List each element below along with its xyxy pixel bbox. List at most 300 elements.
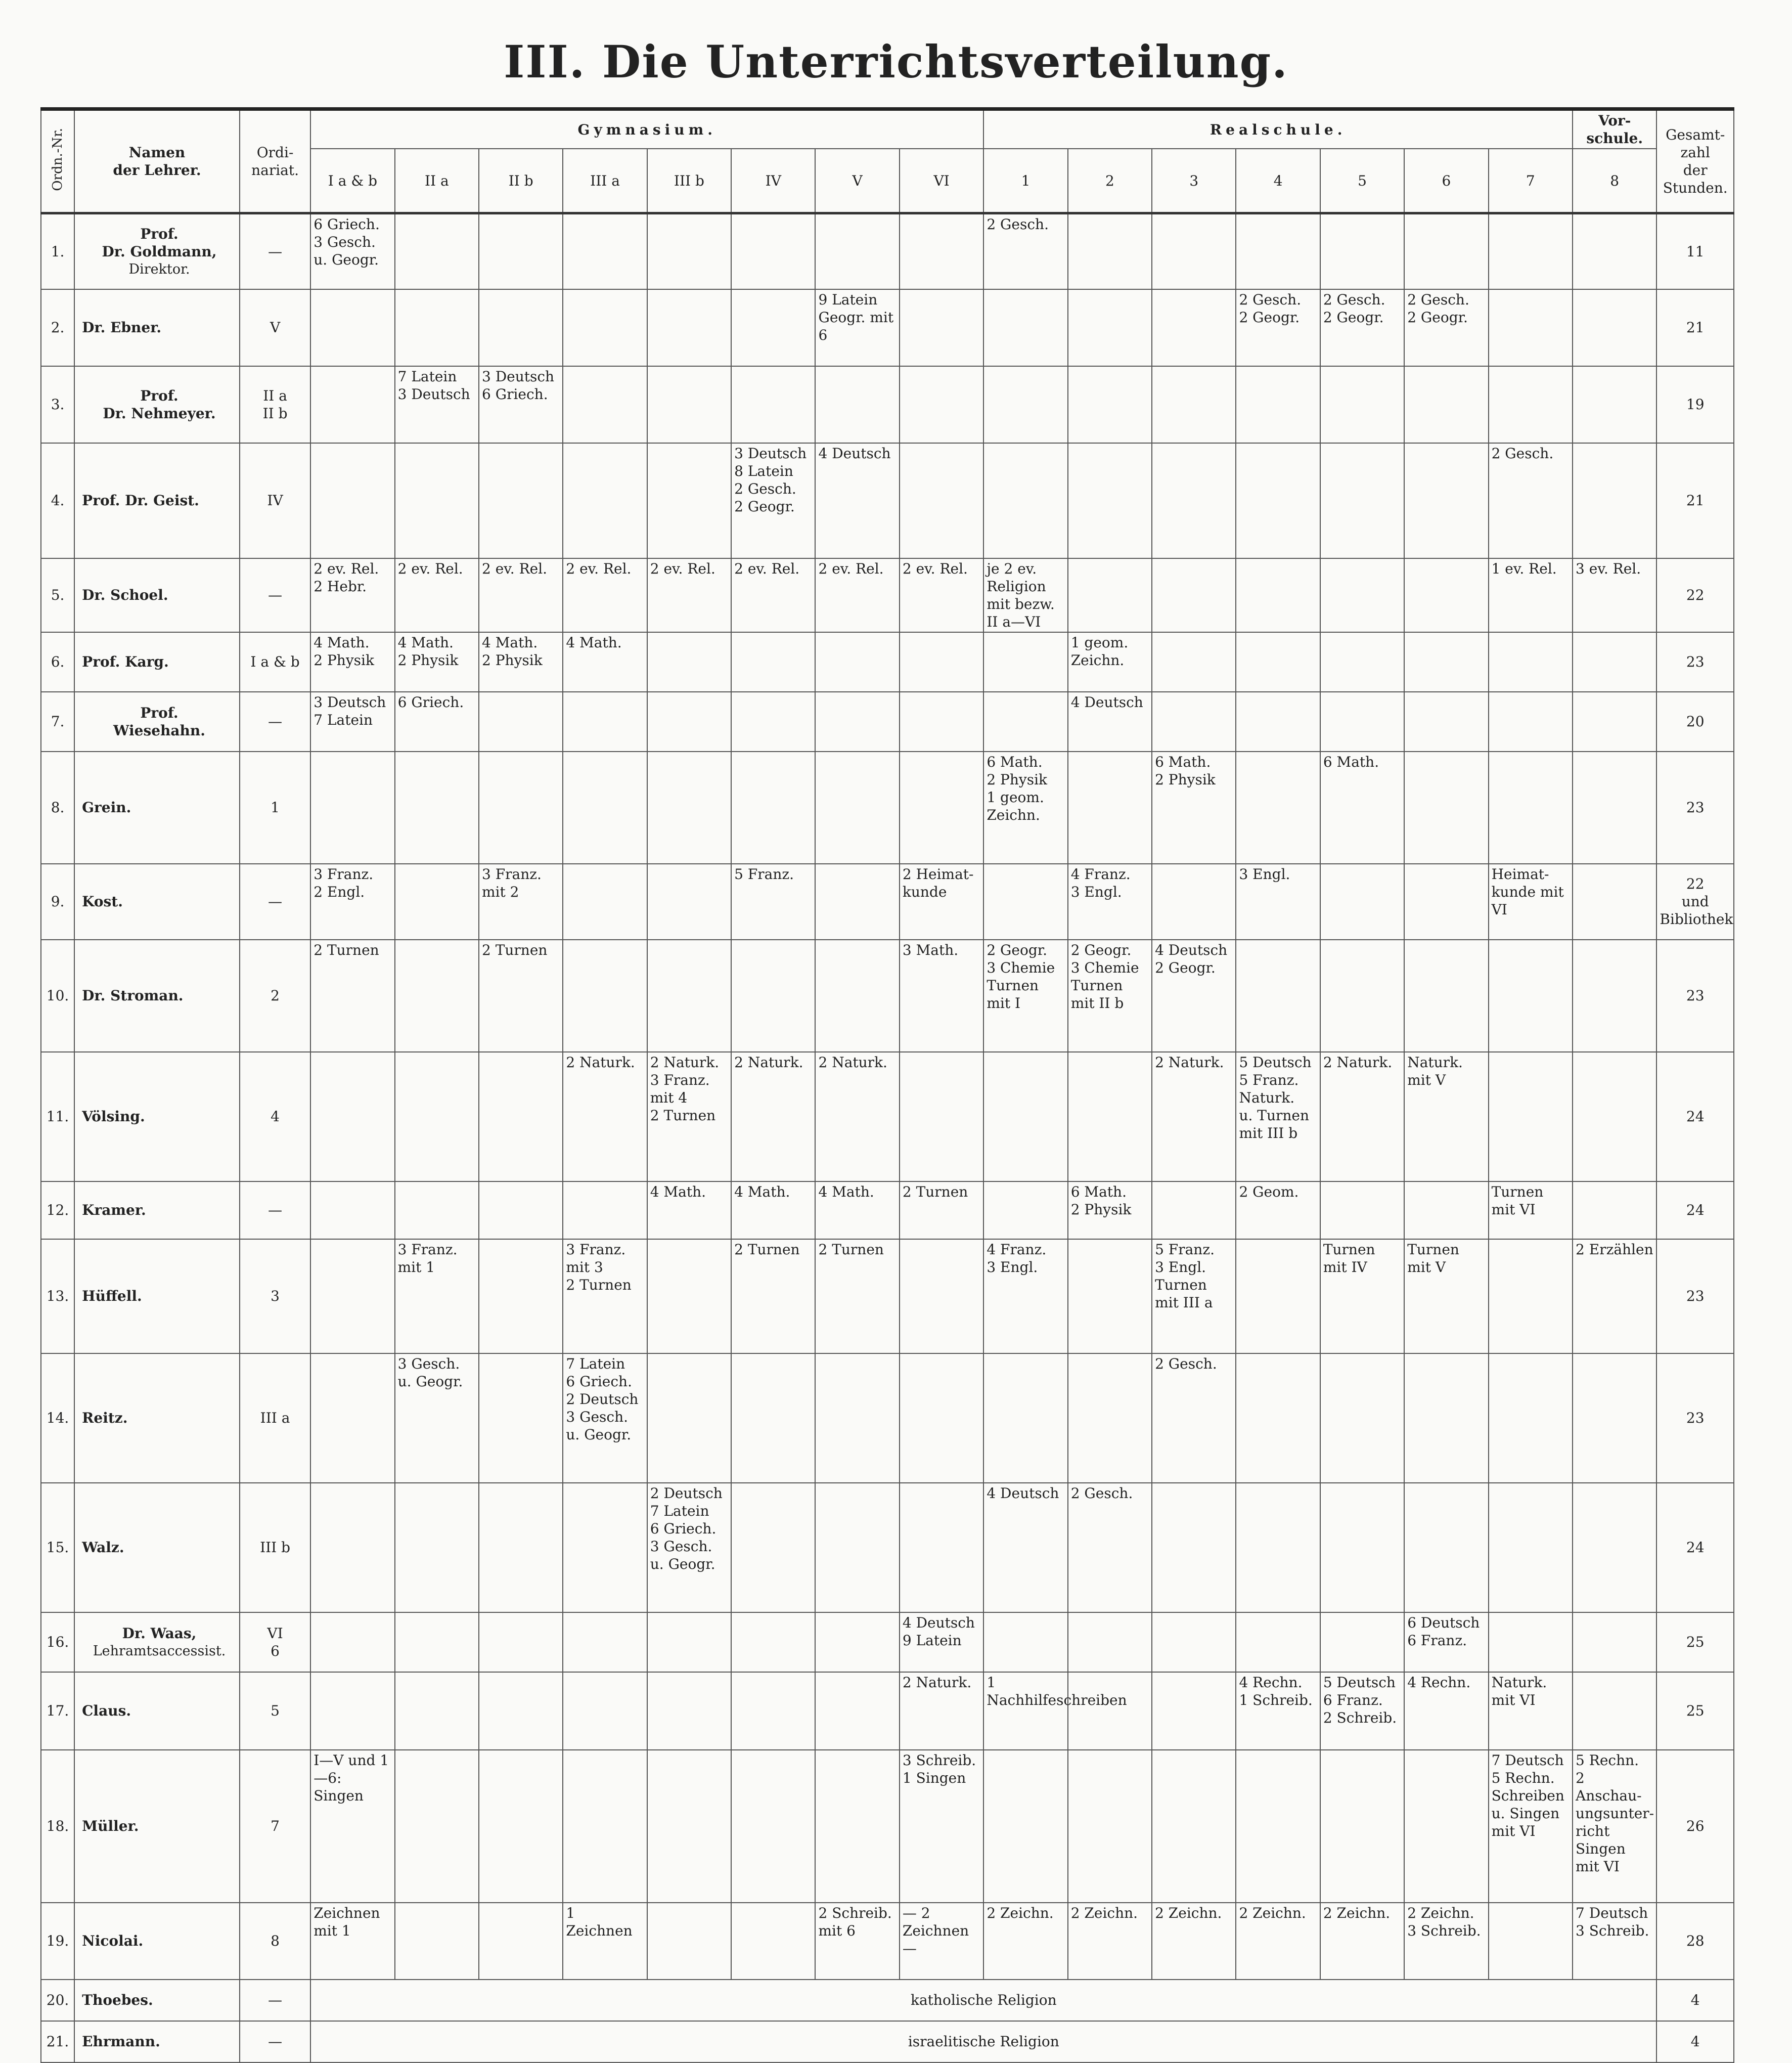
row-number: 19.	[41, 1903, 74, 1980]
teacher-name-text: Hüffell.	[82, 1288, 142, 1304]
teacher-name-text: Dr. Ebner.	[82, 319, 162, 336]
row-number: 15.	[41, 1483, 74, 1612]
lesson-cell	[563, 289, 647, 366]
lesson-cell	[1068, 213, 1152, 289]
header-class-gym-4: III a	[563, 149, 647, 213]
lesson-cell	[731, 940, 815, 1052]
total-hours-cell: 19	[1656, 366, 1734, 443]
table-row	[41, 2021, 1734, 2062]
lesson-cell: 2 Turnen	[731, 1239, 815, 1353]
lesson-cell	[1489, 1353, 1573, 1483]
teacher-name-text: Walz.	[82, 1539, 124, 1556]
lesson-cell	[983, 443, 1067, 558]
lesson-cell	[563, 1483, 647, 1612]
lesson-cell	[395, 940, 479, 1052]
row-number: 2.	[41, 289, 74, 366]
lesson-cell	[1404, 1483, 1488, 1612]
lesson-cell	[563, 366, 647, 443]
teacher-name-text: Prof. Dr. Nehmeyer.	[103, 387, 216, 422]
header-teacher-names: Namen der Lehrer.	[74, 109, 240, 213]
lesson-cell	[1236, 443, 1320, 558]
header-class-vor-1: 8	[1573, 149, 1656, 213]
lesson-cell: 4 Deutsch	[815, 443, 899, 558]
lesson-cell	[983, 1353, 1067, 1483]
lesson-cell	[1573, 1612, 1656, 1672]
lesson-cell	[983, 289, 1067, 366]
lesson-cell: 2 Naturk. 3 Franz. mit 4 2 Turnen	[647, 1052, 731, 1181]
lesson-cell	[1236, 1239, 1320, 1353]
lesson-cell	[647, 940, 731, 1052]
lesson-cell	[1068, 558, 1152, 632]
lesson-cell	[1068, 289, 1152, 366]
lesson-cell	[647, 1750, 731, 1903]
lesson-cell	[731, 1672, 815, 1750]
lesson-cell	[563, 940, 647, 1052]
ordinariat-cell: —	[240, 558, 310, 632]
lesson-cell: 3 Engl.	[1236, 864, 1320, 940]
ordinariat-cell: —	[240, 1980, 310, 2021]
total-hours-cell: 21	[1656, 289, 1734, 366]
header-total-hours: Gesamt- zahl der Stunden.	[1656, 109, 1734, 213]
total-hours-cell: 23	[1656, 752, 1734, 864]
lesson-cell	[1236, 1612, 1320, 1672]
lesson-cell	[1489, 213, 1573, 289]
ordinariat-cell: 3	[240, 1239, 310, 1353]
lesson-cell	[1573, 864, 1656, 940]
lesson-cell	[1573, 443, 1656, 558]
lesson-cell	[983, 692, 1067, 752]
lesson-cell: Turnen mit IV	[1320, 1239, 1404, 1353]
lesson-cell: 2 Zeichn.	[1320, 1903, 1404, 1980]
lesson-cell: 2 Zeichn. 3 Schreib.	[1404, 1903, 1488, 1980]
row-number: 1.	[41, 213, 74, 289]
lesson-cell	[1573, 1672, 1656, 1750]
lesson-cell	[815, 366, 899, 443]
lesson-cell	[731, 289, 815, 366]
header-class-gym-7: V	[815, 149, 899, 213]
total-hours-cell: 24	[1656, 1052, 1734, 1181]
lesson-cell: 2 Turnen	[900, 1181, 983, 1239]
lesson-cell: 2 Heimat- kunde	[900, 864, 983, 940]
ordinariat-cell: —	[240, 213, 310, 289]
lesson-cell	[1320, 558, 1404, 632]
lesson-cell	[1573, 1052, 1656, 1181]
teacher-name	[74, 1239, 240, 1353]
teacher-name	[74, 1980, 240, 2021]
row-number: 10.	[41, 940, 74, 1052]
lesson-cell: 2 Naturk.	[1320, 1052, 1404, 1181]
ordinariat-cell: 1	[240, 752, 310, 864]
teacher-name	[74, 1672, 240, 1750]
ordinariat-cell: III b	[240, 1483, 310, 1612]
lesson-cell	[1404, 558, 1488, 632]
teacher-title: Direktor.	[128, 261, 190, 277]
lesson-cell: 2 ev. Rel. 2 Hebr.	[310, 558, 394, 632]
lesson-cell	[1489, 1903, 1573, 1980]
header-class-real-6: 6	[1404, 149, 1488, 213]
lesson-cell	[1236, 213, 1320, 289]
lesson-cell	[647, 864, 731, 940]
teacher-name-text: Dr. Schoel.	[82, 587, 168, 603]
lesson-cell: 4 Math.	[647, 1181, 731, 1239]
lesson-cell: 4 Deutsch 9 Latein	[900, 1612, 983, 1672]
table-row	[41, 1612, 1734, 1672]
lesson-cell	[900, 213, 983, 289]
lesson-cell: 2 Zeichn.	[1236, 1903, 1320, 1980]
table-row	[41, 1750, 1734, 1903]
lesson-cell	[1320, 1483, 1404, 1612]
table-row	[41, 1903, 1734, 1980]
lesson-cell	[647, 213, 731, 289]
lesson-cell	[1320, 213, 1404, 289]
row-number: 6.	[41, 632, 74, 692]
table-row	[41, 558, 1734, 632]
lesson-cell: 4 Math.	[815, 1181, 899, 1239]
lesson-cell	[479, 1903, 563, 1980]
lesson-cell: 3 ev. Rel.	[1573, 558, 1656, 632]
row-number: 11.	[41, 1052, 74, 1181]
header-class-real-4: 4	[1236, 149, 1320, 213]
lesson-cell	[563, 1612, 647, 1672]
row-number: 12.	[41, 1181, 74, 1239]
lesson-cell	[731, 366, 815, 443]
lesson-cell: 6 Math.	[1320, 752, 1404, 864]
lesson-cell	[1489, 632, 1573, 692]
lesson-cell	[1489, 1052, 1573, 1181]
lesson-cell: 2 Naturk.	[900, 1672, 983, 1750]
table-row	[41, 632, 1734, 692]
lesson-cell: 4 Deutsch	[1068, 692, 1152, 752]
lesson-cell	[563, 864, 647, 940]
lesson-cell	[1489, 1612, 1573, 1672]
lesson-cell: 3 Deutsch 7 Latein	[310, 692, 394, 752]
row-number: 14.	[41, 1353, 74, 1483]
header-class-gym-8: VI	[900, 149, 983, 213]
lesson-cell: 2 Schreib. mit 6	[815, 1903, 899, 1980]
ordinariat-cell: 2	[240, 940, 310, 1052]
lesson-cell: je 2 ev. Religion mit bezw. II a—VI	[983, 558, 1067, 632]
lesson-cell: 6 Griech.	[395, 692, 479, 752]
lesson-cell	[1236, 366, 1320, 443]
total-hours-cell: 21	[1656, 443, 1734, 558]
lesson-cell: 2 ev. Rel.	[395, 558, 479, 632]
lesson-cell	[647, 1612, 731, 1672]
teacher-name	[74, 1903, 240, 1980]
teacher-name-text: Kost.	[82, 893, 123, 910]
lesson-cell: 2 Geogr. 3 Chemie Turnen mit II b	[1068, 940, 1152, 1052]
teacher-name-text: Thoebes.	[82, 1992, 153, 2008]
lesson-cell	[1068, 366, 1152, 443]
table-row	[41, 864, 1734, 940]
lesson-cell: 1 Nachhilfeschreiben	[983, 1672, 1067, 1750]
header-class-real-2: 2	[1068, 149, 1152, 213]
total-hours-cell: 22 und Bibliothek	[1656, 864, 1734, 940]
teacher-name	[74, 289, 240, 366]
total-hours-cell: 4	[1656, 1980, 1734, 2021]
lesson-cell: 4 Math.	[563, 632, 647, 692]
lesson-cell: 2 Naturk.	[815, 1052, 899, 1181]
lesson-cell	[731, 1903, 815, 1980]
teacher-name-text: Grein.	[82, 799, 131, 816]
ordinariat-cell: —	[240, 1181, 310, 1239]
teacher-name-text: Ehrmann.	[82, 2033, 160, 2050]
lesson-cell	[563, 443, 647, 558]
lesson-cell	[900, 752, 983, 864]
lesson-cell	[647, 1672, 731, 1750]
teacher-title: Lehramtsaccessist.	[93, 1643, 226, 1659]
lesson-cell: 5 Deutsch 6 Franz. 2 Schreib.	[1320, 1672, 1404, 1750]
lesson-cell: 7 Deutsch 5 Rechn. Schreiben u. Singen mit VI	[1489, 1750, 1573, 1903]
teacher-name	[74, 1181, 240, 1239]
teacher-name-text: Reitz.	[82, 1410, 128, 1426]
lesson-cell: 1 ev. Rel.	[1489, 558, 1573, 632]
teacher-name	[74, 752, 240, 864]
lesson-cell	[983, 1750, 1067, 1903]
lesson-cell: 2 Zeichn.	[1152, 1903, 1236, 1980]
lesson-cell	[1404, 752, 1488, 864]
lesson-cell: 2 Naturk.	[563, 1052, 647, 1181]
lesson-cell	[1068, 443, 1152, 558]
header-ord-nr: Ordn.-Nr.	[41, 109, 74, 213]
lesson-cell	[1236, 1353, 1320, 1483]
lesson-cell	[1236, 1750, 1320, 1903]
lesson-cell: 2 Geom.	[1236, 1181, 1320, 1239]
ordinariat-cell: IV	[240, 443, 310, 558]
lesson-cell	[731, 752, 815, 864]
lesson-cell	[1320, 366, 1404, 443]
lesson-cell: 3 Franz. mit 2	[479, 864, 563, 940]
lesson-cell: 2 Gesch.	[1489, 443, 1573, 558]
ordinariat-cell: III a	[240, 1353, 310, 1483]
lesson-cell	[1573, 632, 1656, 692]
header-class-gym-2: II a	[395, 149, 479, 213]
ordinariat-cell: —	[240, 692, 310, 752]
lesson-cell	[731, 1483, 815, 1612]
lesson-cell	[310, 1052, 394, 1181]
lesson-cell	[1320, 1353, 1404, 1483]
lesson-cell: 3 Schreib. 1 Singen	[900, 1750, 983, 1903]
lesson-cell	[1489, 1239, 1573, 1353]
lesson-cell	[1573, 692, 1656, 752]
lesson-cell: Naturk. mit VI	[1489, 1672, 1573, 1750]
lesson-cell	[1320, 1750, 1404, 1903]
lesson-cell: Naturk. mit V	[1404, 1052, 1488, 1181]
row-number: 16.	[41, 1612, 74, 1672]
lesson-cell	[310, 1239, 394, 1353]
lesson-cell: 2 Turnen	[815, 1239, 899, 1353]
total-hours-cell: 23	[1656, 632, 1734, 692]
header-ordinariat: Ordi- nariat.	[240, 109, 310, 213]
table-row	[41, 366, 1734, 443]
lesson-cell	[1152, 632, 1236, 692]
lesson-cell: 6 Math. 2 Physik 1 geom. Zeichn.	[983, 752, 1067, 864]
row-number: 13.	[41, 1239, 74, 1353]
lesson-cell	[1068, 1672, 1152, 1750]
total-hours-cell: 20	[1656, 692, 1734, 752]
lesson-cell	[1404, 1353, 1488, 1483]
lesson-cell	[647, 1903, 731, 1980]
ordinariat-cell: II a II b	[240, 366, 310, 443]
lesson-cell	[479, 1612, 563, 1672]
ordinariat-cell: —	[240, 2021, 310, 2062]
total-hours-cell: 23	[1656, 1353, 1734, 1483]
teacher-name	[74, 864, 240, 940]
ordinariat-cell: 8	[240, 1903, 310, 1980]
lesson-cell	[310, 1612, 394, 1672]
lesson-cell	[815, 752, 899, 864]
lesson-cell: 2 Gesch.	[983, 213, 1067, 289]
lesson-cell: 6 Math. 2 Physik	[1152, 752, 1236, 864]
teacher-name-text: Dr. Waas,	[122, 1625, 197, 1642]
lesson-cell	[563, 752, 647, 864]
lesson-cell	[1404, 443, 1488, 558]
teacher-name	[74, 1052, 240, 1181]
lesson-cell: 2 ev. Rel.	[479, 558, 563, 632]
lesson-cell: 3 Franz. mit 1	[395, 1239, 479, 1353]
lesson-cell	[900, 1483, 983, 1612]
lesson-cell	[815, 213, 899, 289]
teacher-name-text: Nicolai.	[82, 1933, 144, 1949]
lesson-cell: 4 Franz. 3 Engl.	[1068, 864, 1152, 940]
lesson-cell: Turnen mit V	[1404, 1239, 1488, 1353]
lesson-cell	[900, 1239, 983, 1353]
lesson-cell	[1573, 752, 1656, 864]
teacher-name-text: Prof. Dr. Goldmann,	[102, 225, 217, 260]
lesson-cell	[647, 443, 731, 558]
lesson-cell	[563, 692, 647, 752]
lesson-cell	[1320, 443, 1404, 558]
lesson-cell	[1489, 1483, 1573, 1612]
lesson-cell	[900, 692, 983, 752]
lesson-cell	[731, 1353, 815, 1483]
header-class-gym-1: I a & b	[310, 149, 394, 213]
lesson-cell: 3 Deutsch 8 Latein 2 Gesch. 2 Geogr.	[731, 443, 815, 558]
table-row	[41, 1052, 1734, 1181]
teacher-name-text: Völsing.	[82, 1108, 145, 1125]
lesson-cell	[900, 1353, 983, 1483]
lesson-cell: 2 Naturk.	[731, 1052, 815, 1181]
lesson-cell: 2 Zeichn.	[983, 1903, 1067, 1980]
lesson-cell	[647, 366, 731, 443]
ordinariat-cell: 5	[240, 1672, 310, 1750]
lesson-cell	[395, 289, 479, 366]
lesson-cell: 2 Erzählen	[1573, 1239, 1656, 1353]
lesson-cell	[1152, 289, 1236, 366]
lesson-cell: 5 Deutsch 5 Franz. Naturk. u. Turnen mit III b	[1236, 1052, 1320, 1181]
teacher-name-text: Kramer.	[82, 1202, 146, 1218]
lesson-cell	[310, 1672, 394, 1750]
lesson-cell	[1068, 1750, 1152, 1903]
lesson-cell: 7 Deutsch 3 Schreib.	[1573, 1903, 1656, 1980]
lesson-cell	[1489, 752, 1573, 864]
lesson-cell	[1152, 1181, 1236, 1239]
lesson-cell	[395, 752, 479, 864]
lesson-cell: 2 ev. Rel.	[815, 558, 899, 632]
lesson-cell	[395, 213, 479, 289]
lesson-cell: 6 Deutsch 6 Franz.	[1404, 1612, 1488, 1672]
lesson-cell	[1152, 213, 1236, 289]
lesson-cell: 2 ev. Rel.	[900, 558, 983, 632]
lesson-cell: 4 Math.	[731, 1181, 815, 1239]
spanning-subject-cell: israelitische Religion	[310, 2021, 1656, 2062]
lesson-cell	[647, 1353, 731, 1483]
teacher-name	[74, 632, 240, 692]
lesson-cell: I—V und 1—6: Singen	[310, 1750, 394, 1903]
lesson-cell: 4 Deutsch 2 Geogr.	[1152, 940, 1236, 1052]
table-row	[41, 1483, 1734, 1612]
lesson-cell	[900, 443, 983, 558]
header-class-real-7: 7	[1489, 149, 1573, 213]
header-gymnasium: Gymnasium.	[310, 109, 983, 149]
lesson-cell	[1236, 632, 1320, 692]
lesson-cell	[731, 692, 815, 752]
lesson-cell	[310, 443, 394, 558]
header-class-gym-5: III b	[647, 149, 731, 213]
total-hours-cell: 28	[1656, 1903, 1734, 1980]
lesson-cell: 2 ev. Rel.	[731, 558, 815, 632]
lesson-cell: 2 Gesch.	[1068, 1483, 1152, 1612]
total-hours-cell: 22	[1656, 558, 1734, 632]
lesson-cell	[1404, 632, 1488, 692]
ordinariat-cell: I a & b	[240, 632, 310, 692]
lesson-cell	[310, 1353, 394, 1483]
lesson-cell: 2 Gesch. 2 Geogr.	[1236, 289, 1320, 366]
lesson-cell	[1489, 366, 1573, 443]
lesson-cell	[983, 1612, 1067, 1672]
row-number: 3.	[41, 366, 74, 443]
teacher-name	[74, 1483, 240, 1612]
lesson-cell	[647, 1239, 731, 1353]
lesson-cell	[479, 692, 563, 752]
lesson-cell: 4 Deutsch	[983, 1483, 1067, 1612]
lesson-cell	[1152, 1483, 1236, 1612]
teacher-name-text: Müller.	[82, 1818, 139, 1834]
lesson-cell	[1404, 692, 1488, 752]
lesson-cell: 7 Latein 6 Griech. 2 Deutsch 3 Gesch. u. Geogr.	[563, 1353, 647, 1483]
lesson-cell: 3 Math.	[900, 940, 983, 1052]
teacher-name	[74, 2021, 240, 2062]
row-number: 5.	[41, 558, 74, 632]
lesson-cell	[815, 1672, 899, 1750]
teacher-name-text: Dr. Stroman.	[82, 987, 184, 1004]
teacher-name	[74, 1353, 240, 1483]
lesson-cell	[479, 1750, 563, 1903]
table-row	[41, 443, 1734, 558]
table-row	[41, 692, 1734, 752]
lesson-cell: 2 Turnen	[479, 940, 563, 1052]
teacher-name	[74, 1750, 240, 1903]
teacher-name-text: Prof. Dr. Geist.	[82, 492, 199, 509]
lesson-cell	[900, 632, 983, 692]
lesson-cell	[983, 366, 1067, 443]
lesson-cell	[815, 940, 899, 1052]
lesson-cell: 3 Franz. 2 Engl.	[310, 864, 394, 940]
lesson-cell	[647, 632, 731, 692]
lesson-cell	[310, 1181, 394, 1239]
lesson-cell	[1152, 692, 1236, 752]
lesson-cell	[1320, 940, 1404, 1052]
lesson-cell	[983, 632, 1067, 692]
lesson-cell: 4 Rechn.	[1404, 1672, 1488, 1750]
lesson-cell	[1404, 1181, 1488, 1239]
lesson-cell: 4 Rechn. 1 Schreib.	[1236, 1672, 1320, 1750]
row-number: 4.	[41, 443, 74, 558]
lesson-cell	[1236, 558, 1320, 632]
lesson-cell	[1489, 692, 1573, 752]
lesson-cell	[479, 1181, 563, 1239]
lesson-cell	[900, 1052, 983, 1181]
total-hours-cell: 4	[1656, 2021, 1734, 2062]
